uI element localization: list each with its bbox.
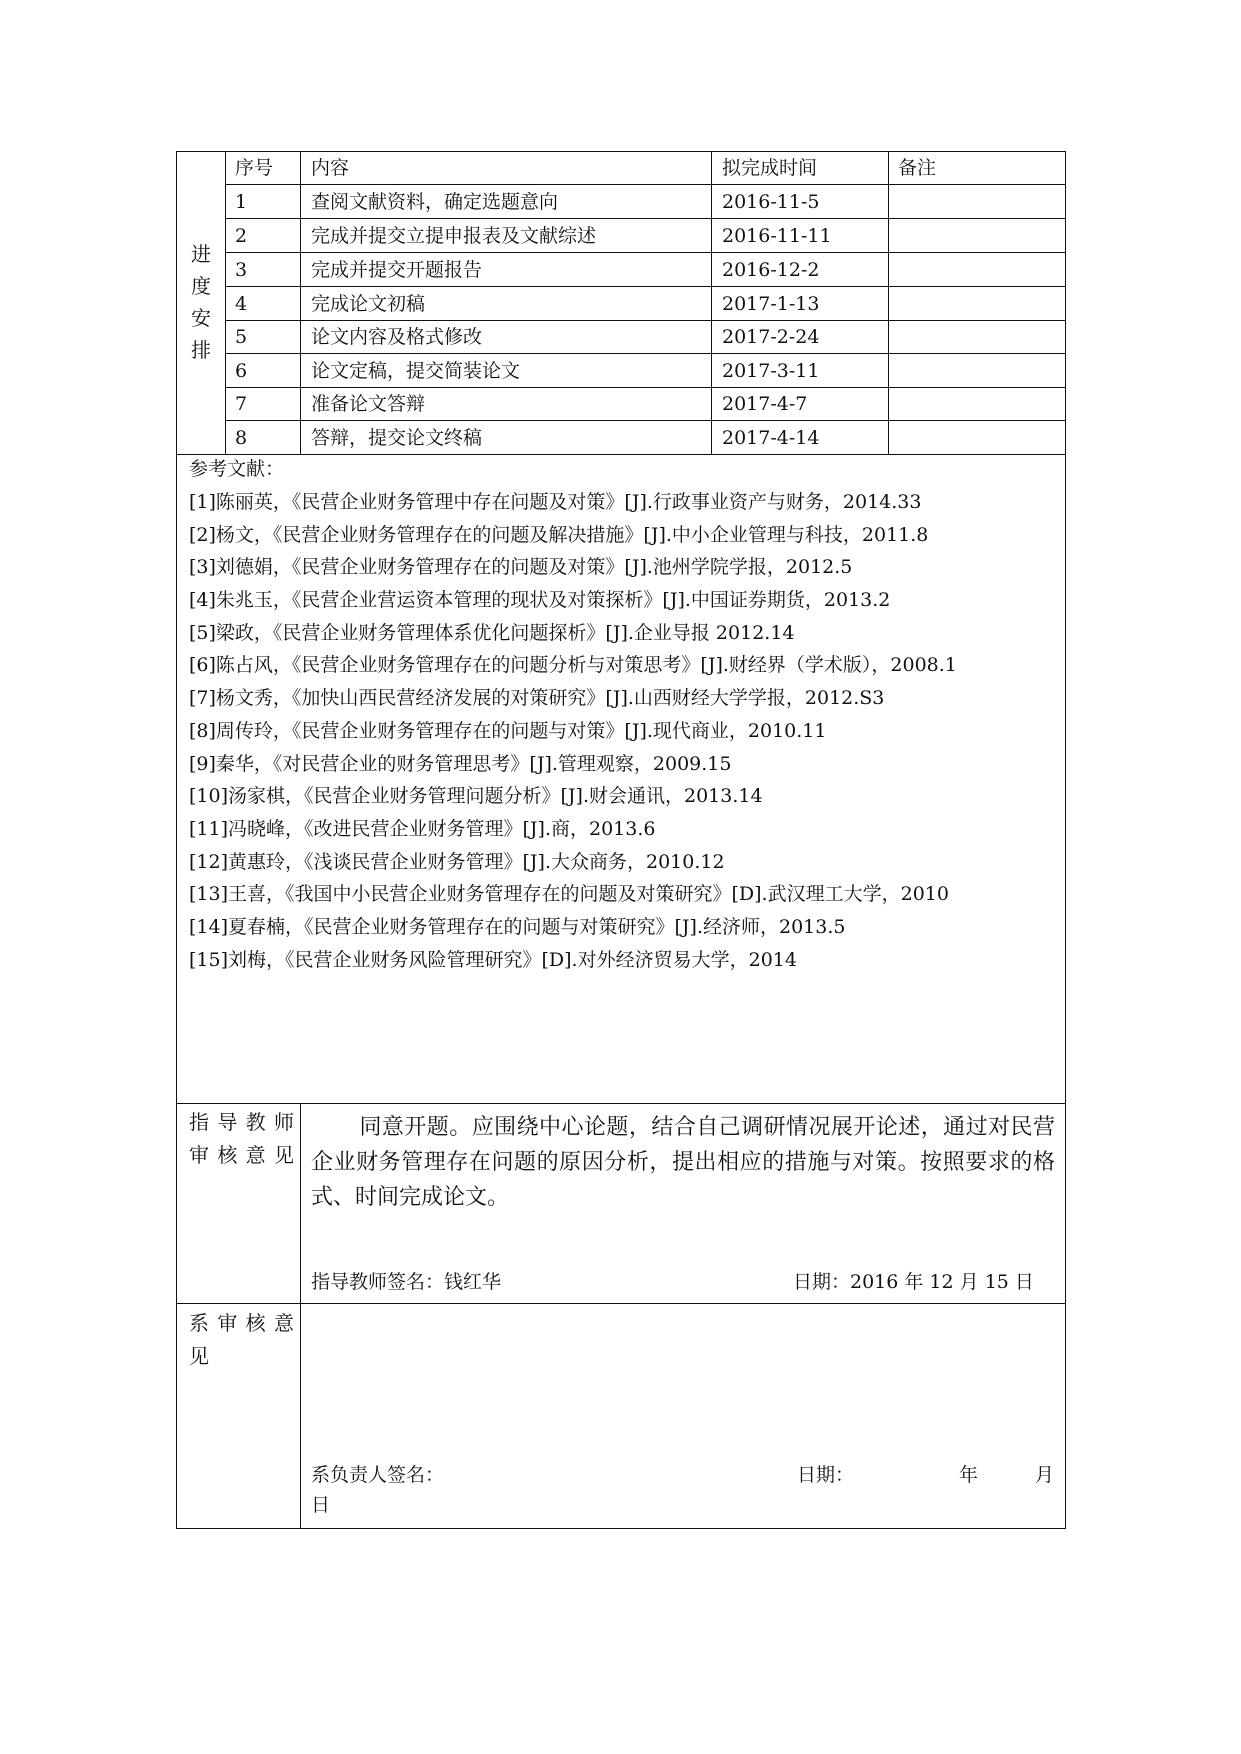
advisor-label-line1: 指导教师	[189, 1110, 294, 1134]
row-no: 8	[235, 427, 248, 449]
row-content: 论文内容及格式修改	[311, 326, 483, 348]
row-time: 2017-1-13	[722, 293, 820, 315]
department-label-line1: 系审核意	[189, 1311, 294, 1335]
department-signature: 系负责人签名：	[311, 1464, 445, 1486]
reference-item: [10]汤家棋，《民营企业财务管理问题分析》[J].财会通讯，2013.14	[189, 785, 763, 808]
reference-item: [7]杨文秀，《加快山西民营经济发展的对策研究》[J].山西财经大学学报，2012.S3	[189, 687, 885, 710]
reference-item: [4]朱兆玉，《民营企业营运资本管理的现状及对策探析》[J].中国证券期货，2013.2	[189, 589, 891, 612]
header-time: 拟完成时间	[722, 157, 818, 179]
reference-item: [14]夏春楠，《民营企业财务管理存在的问题与对策研究》[J].经济师，2013.5	[189, 915, 846, 938]
row-no: 6	[235, 360, 248, 382]
row-time: 2017-4-14	[722, 427, 820, 449]
row-content: 论文定稿，提交简装论文	[311, 360, 521, 382]
reference-item: [1]陈丽英，《民营企业财务管理中存在问题及对策》[J].行政事业资产与财务，2014.33	[189, 491, 922, 513]
grid-line	[300, 152, 301, 454]
row-no: 2	[235, 225, 248, 247]
row-no: 5	[235, 326, 248, 348]
row-time: 2017-2-24	[722, 326, 820, 348]
reference-item: [2]杨文，《民营企业财务管理存在的问题及解决措施》[J].中小企业管理与科技，2011.8	[189, 523, 929, 546]
proposal-form-sheet	[176, 151, 1066, 1529]
row-content: 完成并提交立提申报表及文献综述	[311, 225, 597, 247]
schedule-side-label: 进 度 安 排	[191, 242, 211, 362]
row-time: 2017-3-11	[722, 360, 820, 382]
header-no: 序号	[235, 157, 274, 179]
header-content: 内容	[311, 157, 350, 179]
reference-item: [9]秦华，《对民营企业的财务管理思考》[J].管理观察，2009.15	[189, 752, 732, 775]
grid-line	[225, 152, 226, 454]
department-year-label: 年	[959, 1464, 979, 1486]
row-time: 2017-4-7	[722, 393, 808, 415]
row-time: 2016-11-5	[722, 191, 820, 213]
row-no: 7	[235, 393, 248, 415]
row-no: 4	[235, 293, 248, 315]
reference-item: [8]周传玲，《民营企业财务管理存在的问题与对策》[J].现代商业，2010.11	[189, 719, 827, 742]
reference-item: [6]陈占风，《民营企业财务管理存在的问题分析与对策思考》[J].财经界（学术版），2008.1	[189, 654, 957, 677]
row-content: 答辩，提交论文终稿	[311, 427, 483, 449]
reference-item: [11]冯晓峰，《改进民营企业财务管理》[J].商，2013.6	[189, 817, 656, 840]
grid-line	[711, 152, 712, 454]
row-content: 完成论文初稿	[311, 293, 426, 315]
department-date-label: 日期：	[797, 1464, 855, 1486]
reference-item: [3]刘德娟，《民营企业财务管理存在的问题及对策》[J].池州学院学报，2012.5	[189, 556, 853, 579]
references-section	[189, 454, 1059, 976]
department-label-line2: 见	[189, 1344, 209, 1368]
grid-line	[177, 1103, 1065, 1104]
row-content: 准备论文答辩	[311, 393, 426, 415]
header-note: 备注	[898, 157, 937, 179]
row-no: 1	[235, 191, 248, 213]
reference-item: [5]梁政，《民营企业财务管理体系优化问题探析》[J].企业导报 2012.14	[189, 621, 795, 644]
grid-line	[177, 1303, 1065, 1304]
row-time: 2016-11-11	[722, 225, 832, 247]
department-month-label: 月	[1035, 1464, 1055, 1486]
advisor-signature: 指导教师签名：钱红华	[311, 1271, 502, 1293]
reference-item: [12]黄惠玲，《浅谈民营企业财务管理》[J].大众商务，2010.12	[189, 850, 725, 873]
advisor-label-line2: 审核意见	[189, 1143, 294, 1167]
row-time: 2016-12-2	[722, 259, 820, 281]
grid-line	[888, 152, 889, 454]
row-content: 查阅文献资料，确定选题意向	[311, 191, 559, 213]
advisor-comment: 同意开题。应围绕中心论题，结合自己调研情况展开论述，通过对民营企业财务管理存在问题的原因分析，提出相应的措施与对策。按照要求的格式、时间完成论文。	[311, 1115, 1055, 1210]
row-no: 3	[235, 259, 248, 281]
department-day-label: 日	[311, 1494, 331, 1516]
reference-item: [13]王喜，《我国中小民营企业财务管理存在的问题及对策研究》[D].武汉理工大学，2010	[189, 883, 949, 906]
references-title: 参考文献：	[189, 458, 285, 480]
reference-item: [15]刘梅，《民营企业财务风险管理研究》[D].对外经济贸易大学，2014	[189, 948, 797, 971]
row-content: 完成并提交开题报告	[311, 259, 483, 281]
advisor-date: 日期：2016 年 12 月 15 日	[793, 1271, 1034, 1293]
grid-line	[300, 1103, 301, 1529]
